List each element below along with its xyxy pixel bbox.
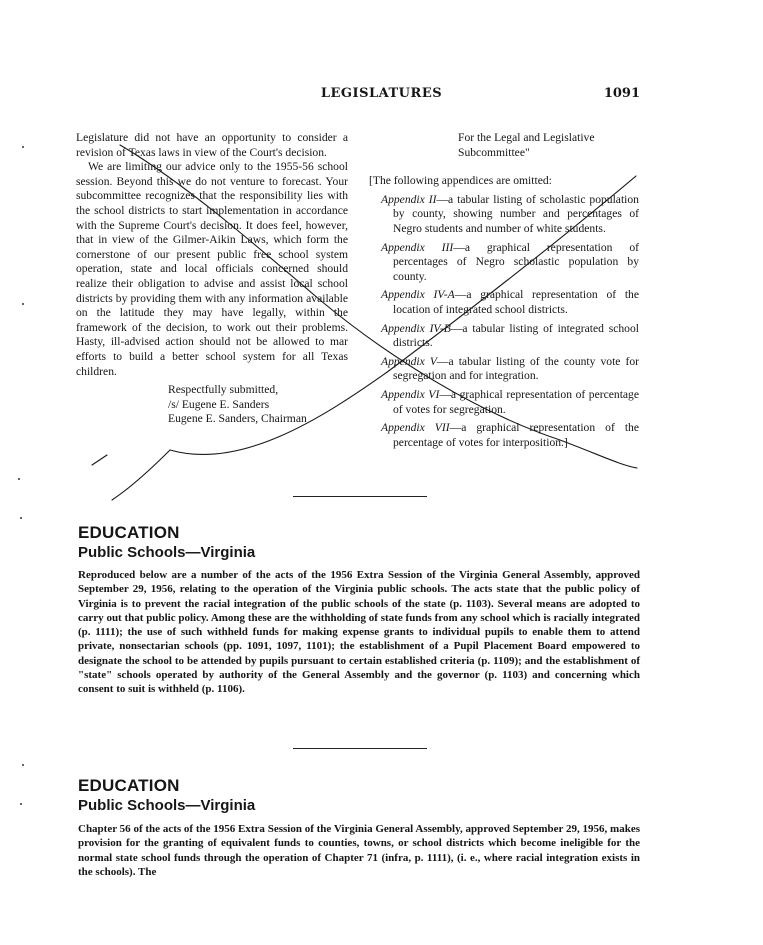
tick-mark	[92, 455, 107, 465]
appendix-label: Appendix II	[381, 192, 437, 206]
margin-dot	[22, 303, 24, 305]
margin-dot	[20, 517, 22, 519]
running-header: LEGISLATURES	[320, 86, 443, 101]
appendix-item	[369, 288, 639, 317]
page-number: 1091	[603, 86, 640, 101]
margin-dot	[22, 146, 24, 148]
appendix-label: Appendix VI	[381, 387, 440, 401]
appendix-text: —a graphical representation of percentage of votes for segregation.	[393, 387, 640, 416]
appendix-label: Appendix VII	[381, 421, 450, 435]
appendix-item	[369, 241, 639, 285]
closing-line: For the Legal and Legislative	[458, 131, 595, 144]
margin-dot	[18, 478, 20, 480]
closing-line: Subcommittee"	[458, 145, 530, 159]
appendix-text: —a tabular listing of scholastic population by county, showing number and percentages of Negro students and number of white students.	[393, 192, 639, 235]
appendix-text: —a graphical representation of the location of integrated school districts.	[393, 288, 639, 316]
right-column	[369, 131, 639, 450]
left-column	[76, 131, 348, 427]
signature-block	[76, 383, 348, 427]
appendix-text: —a graphical representation of the percentage of votes for interposition.]	[393, 421, 639, 449]
appendix-label: Appendix V	[381, 354, 437, 368]
signature-line: Eugene E. Sanders, Chairman	[168, 412, 307, 426]
appendix-item	[369, 421, 639, 450]
left-paragraph-1: Legislature did not have an opportunity to consider a revision of Texas laws in view of the Court's decision.	[76, 131, 348, 159]
appendix-text: —a tabular listing of the county vote for segregation and for integration.	[393, 354, 640, 383]
appendices-intro: [The following appendices are omitted:	[369, 174, 552, 188]
appendix-item	[369, 355, 639, 384]
signature-line: Respectfully submitted,	[168, 383, 279, 397]
subcommittee-closing	[369, 131, 639, 160]
margin-dot	[20, 803, 22, 805]
section-divider	[293, 748, 427, 749]
section-summary: Reproduced below are a number of the acts of the 1956 Extra Session of the Virginia General Assembly, approved September 29, 1956, relating to the operation of the Virginia public schools. The acts state that the public policy of Virginia is to prevent the racial integration of the public schools of the state (p. 1103). Several means are adopted to carry out that public policy. Among these are the withholding of state funds from any school which is racially integrated (p. 1111); the use of such withheld funds for making expense grants to individual pupils to enable them to attend private, nonsectarian schools (pp. 1091, 1097, 1101); the establishment of a Pupil Placement Board empowered to designate the school to be attended by pupils pursuant to certain established criteria (p. 1109); and the establishment of "state" schools operated by authority of the General Assembly and the governor (p. 1103) and concerning which consent to suit is withheld (p. 1106).	[78, 569, 640, 696]
appendix-item	[369, 322, 639, 351]
appendix-item	[369, 388, 639, 417]
appendix-text: —a graphical representation of percentages of Negro scholastic population by county.	[393, 240, 639, 283]
section-subtitle: Public Schools—Virginia	[78, 544, 256, 561]
section-title: EDUCATION	[78, 776, 180, 795]
appendix-label: Appendix IV-A	[381, 288, 455, 302]
margin-dot	[22, 764, 24, 766]
section-divider	[293, 496, 427, 497]
appendix-label: Appendix IV-B	[381, 321, 451, 335]
section-title: EDUCATION	[78, 523, 180, 542]
appendix-text: —a tabular listing of integrated school districts.	[393, 321, 639, 350]
appendix-label: Appendix III	[381, 240, 454, 254]
section-summary: Chapter 56 of the acts of the 1956 Extra Session of the Virginia General Assembly, approved September 29, 1956, makes provision for the granting of equivalent funds to counties, towns, or school districts which become ineligible for the normal state school funds through the operation of Chapter 71 (infra, p. 1111), (i. e., where racial integration exists in the schools). The	[78, 823, 640, 878]
appendix-item	[369, 193, 639, 237]
section-subtitle: Public Schools—Virginia	[78, 797, 256, 814]
signature-line: /s/ Eugene E. Sanders	[168, 397, 270, 411]
left-paragraph-2: We are limiting our advice only to the 1955-56 school session. Beyond this we do not venture to forecast. Your subcommittee recognizes that the responsibility lies with the school districts to start implementation in accordance with the Supreme Court's decision. It does feel, however, that in view of the Gilmer-Aikin Laws, which form the cornerstone of our present public free school system operation, state and local officials concerned should realize their obligation to advise and assist local school districts by providing them with any information available on the latitude they may have legally, within the framework of the decision, to work out their problems. Hasty, ill-advised action should not be allowed to mar efforts to build a better school system for all Texas children.	[76, 160, 348, 378]
